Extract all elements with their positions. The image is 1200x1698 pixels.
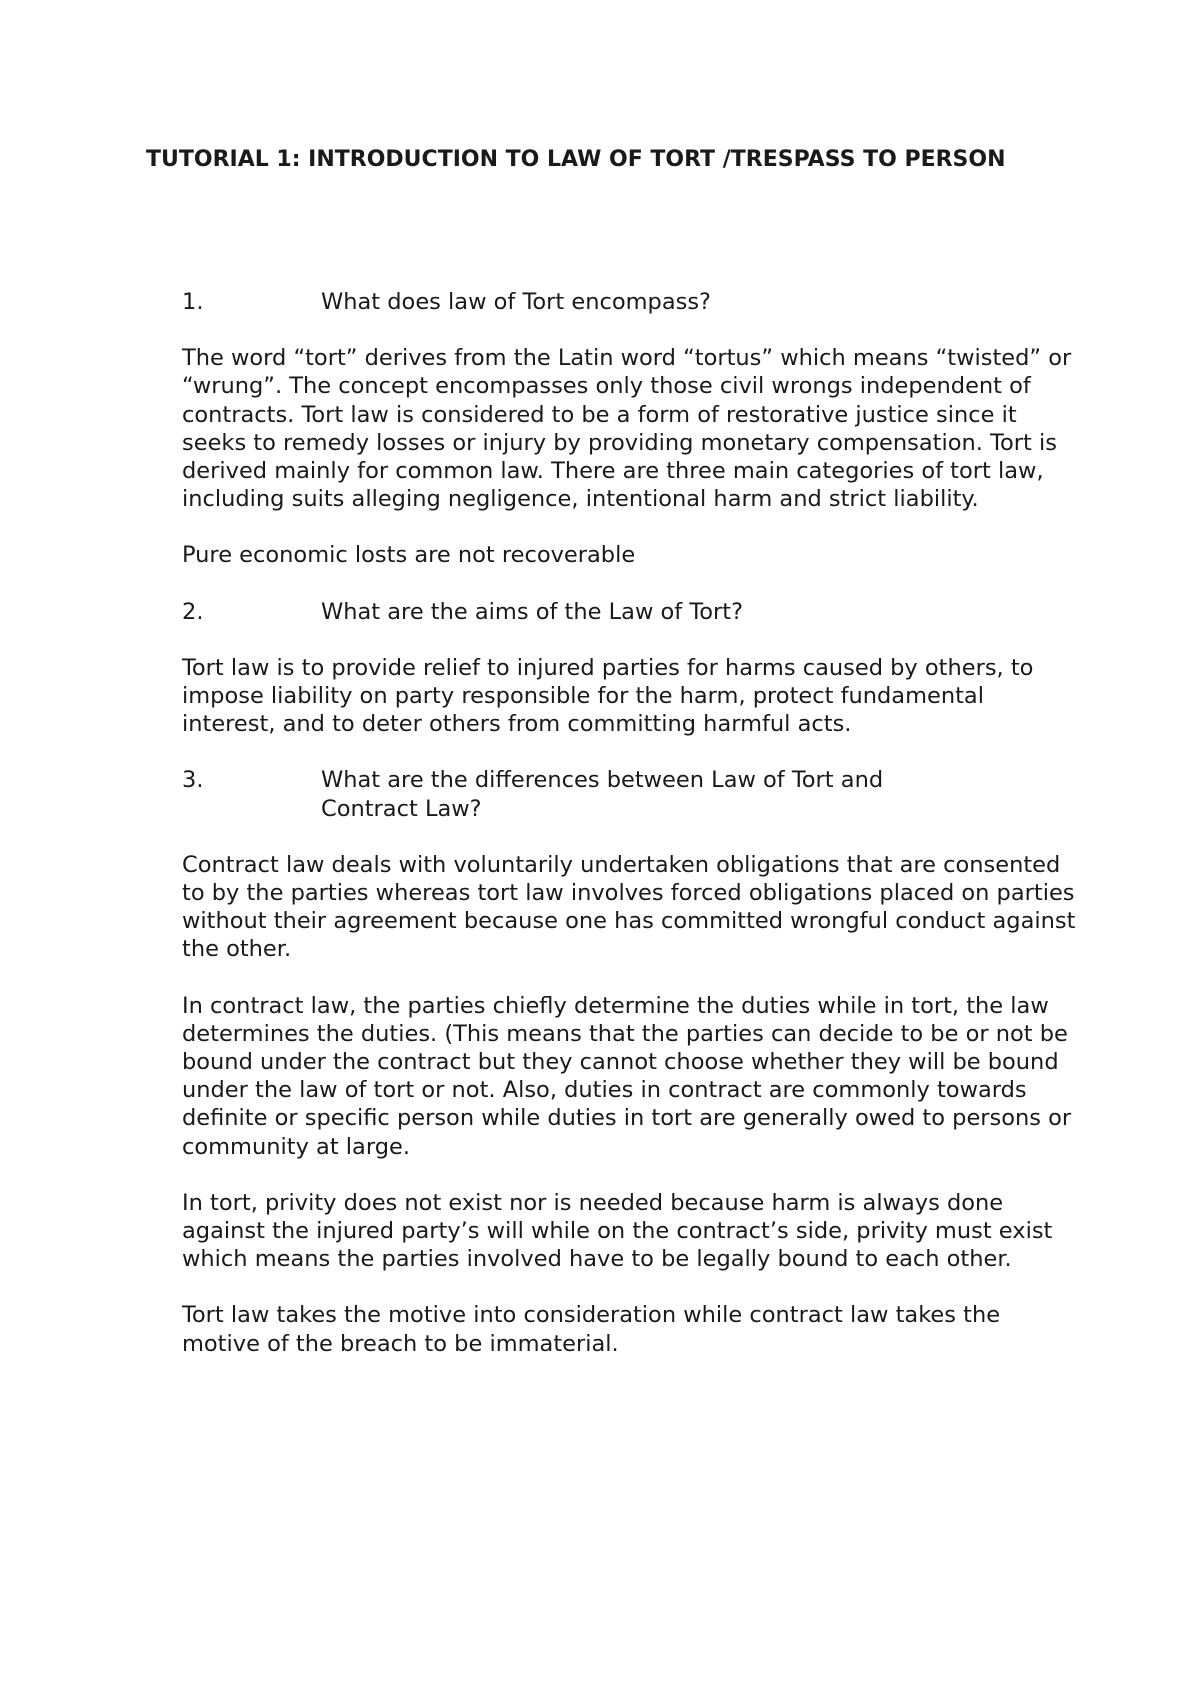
- document-title: TUTORIAL 1: INTRODUCTION TO LAW OF TORT /TRESPASS TO PERSON: [146, 147, 1006, 172]
- answer-paragraph: Pure economic losts are not recoverable: [182, 542, 636, 569]
- question-1: [182, 288, 1082, 316]
- answer-paragraph: Contract law deals with voluntarily undertaken obligations that are consented to by the parties whereas tort law involves forced obligations placed on parties without their agreement because one has committed wrongful conduct against the other.: [182, 851, 1076, 963]
- answer-paragraph: In tort, privity does not exist nor is needed because harm is always done against the injured party’s will while on the contract’s side, privity must exist which means the parties involved have to be legally bound to each other.: [182, 1189, 1053, 1273]
- question-number: 2.: [182, 598, 204, 625]
- question-3: [182, 766, 1082, 822]
- answer-paragraph: The word “tort” derives from the Latin word “tortus” which means “twisted” or “wrung”. The concept encompasses only those civil wrongs independent of contracts. Tort law is considered to be a form of restorative justice since it seeks to remedy losses or injury by providing monetary compensation. Tort is derived mainly for common law. There are three main categories of tort law, including suits alleging negligence, intentional harm and strict liability.: [182, 345, 1072, 513]
- question-text: What are the aims of the Law of Tort?: [321, 598, 744, 625]
- question-number: 1.: [182, 289, 204, 315]
- question-2: [182, 598, 1082, 626]
- answer-paragraph: Tort law takes the motive into consideration while contract law takes the motive of the breach to be immaterial.: [182, 1302, 1001, 1357]
- answer-paragraph: In contract law, the parties chiefly determine the duties while in tort, the law determines the duties. (This means that the parties can decide to be or not be bound under the contract but they cannot choose whether they will be bound under the law of tort or not. Also, duties in contract are commonly towards definite or specific person while duties in tort are generally owed to persons or community at large.: [182, 992, 1072, 1160]
- question-text: What are the differences between Law of Tort and Contract Law?: [321, 767, 884, 822]
- document-body: [182, 288, 1082, 1386]
- question-text: What does law of Tort encompass?: [321, 289, 711, 315]
- question-number: 3.: [182, 767, 204, 794]
- answer-paragraph: Tort law is to provide relief to injured parties for harms caused by others, to impose liability on party responsible for the harm, protect fundamental interest, and to deter others from committing harmful acts.: [182, 654, 1034, 738]
